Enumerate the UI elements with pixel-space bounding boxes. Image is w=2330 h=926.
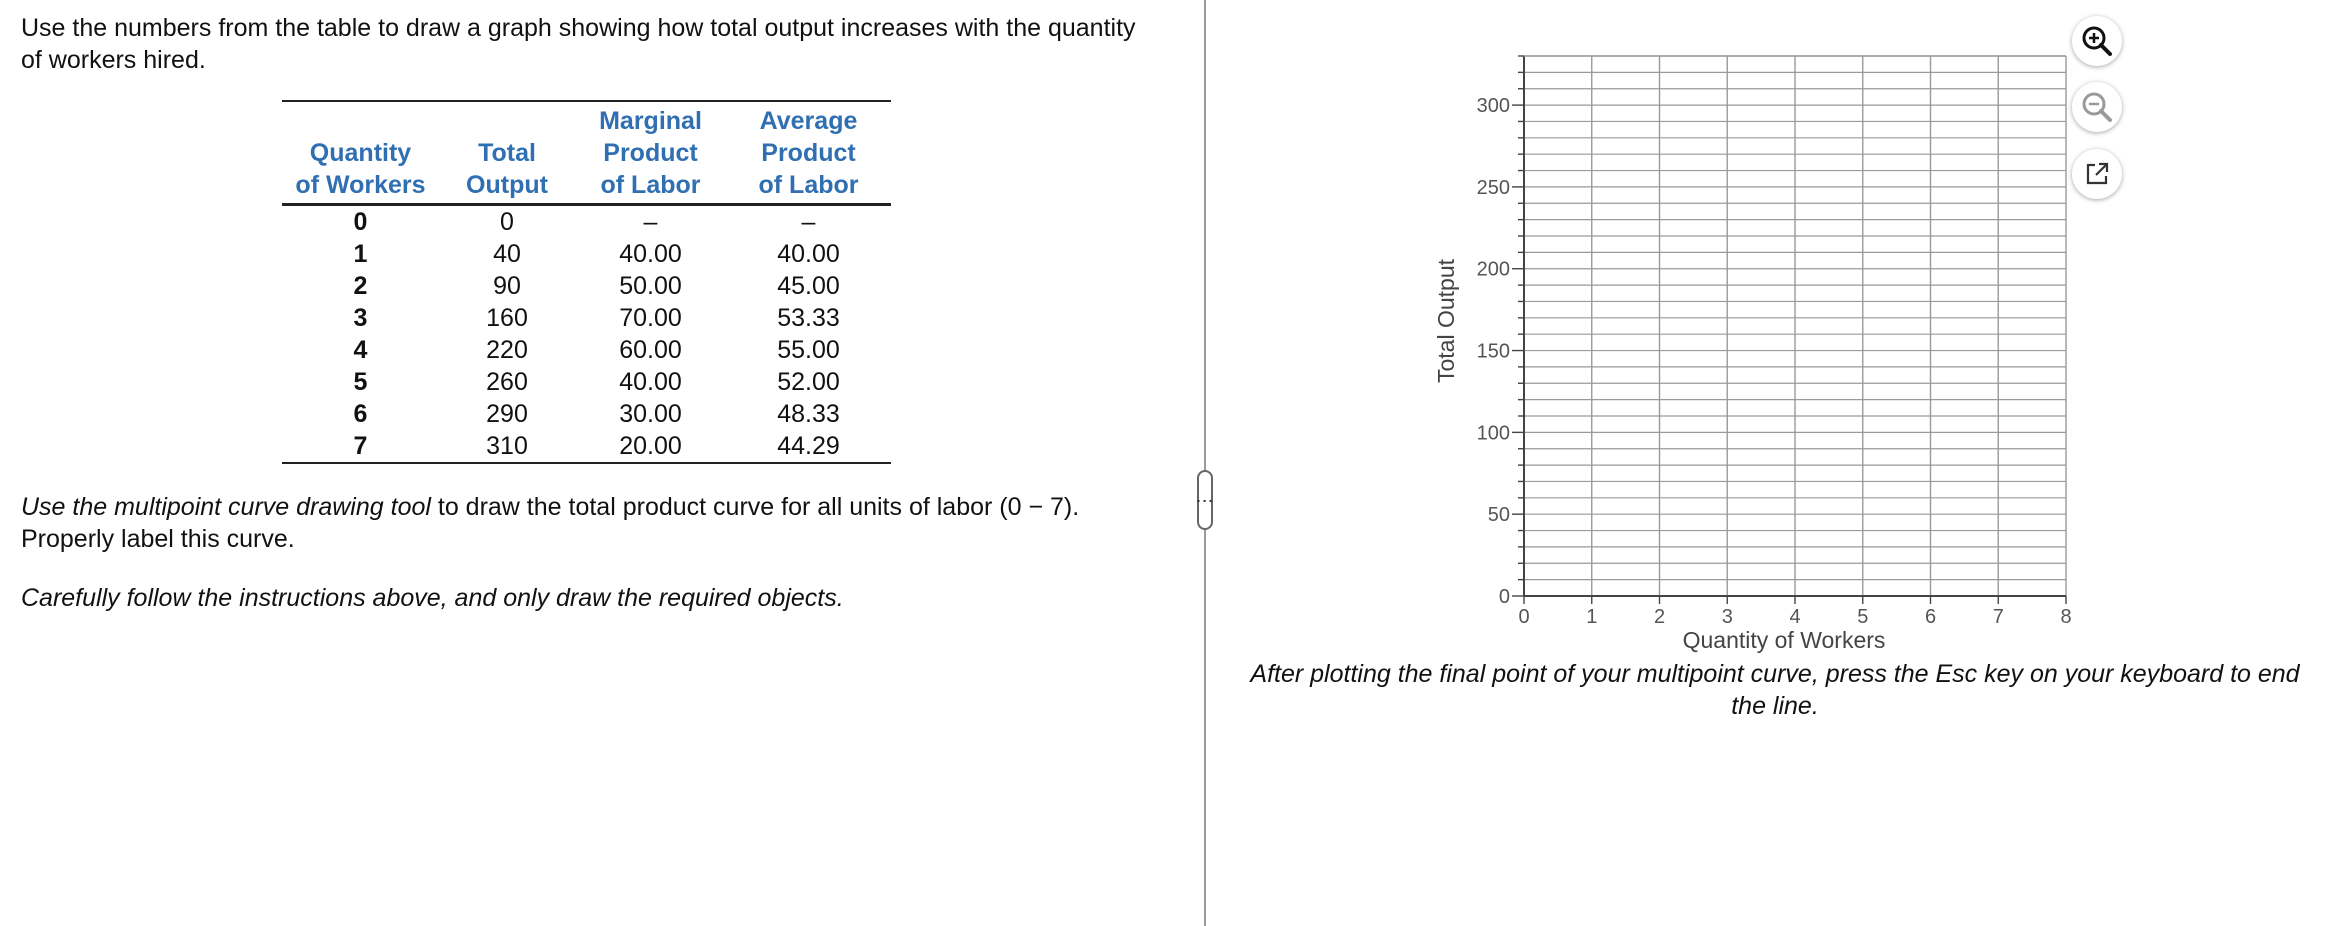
table-row xyxy=(282,238,891,270)
x-tick-label: 2 xyxy=(1653,606,1666,628)
x-tick-label: 4 xyxy=(1789,606,1801,628)
column-header-line: Average xyxy=(759,107,858,135)
table-cell: 220 xyxy=(486,336,528,364)
y-tick-label: 300 xyxy=(1476,95,1510,118)
table-cell: 60.00 xyxy=(619,336,682,364)
column-header-line: of Workers xyxy=(295,171,426,199)
table-cell: 1 xyxy=(353,240,368,268)
table-cell: 160 xyxy=(486,304,528,332)
table-cell: 7 xyxy=(282,430,439,463)
column-header-line: Product xyxy=(761,139,856,167)
x-tick-label: 6 xyxy=(1924,606,1937,628)
y-tick-label: 0 xyxy=(1498,586,1510,608)
panel-resize-handle[interactable] xyxy=(1197,470,1213,530)
table-cell: 40.00 xyxy=(619,368,682,396)
x-axis-label: Quantity of Workers xyxy=(1682,627,1886,653)
table-header-row xyxy=(282,101,891,205)
handle-dots-icon: ⋮ xyxy=(1195,492,1215,508)
table-cell: 48.33 xyxy=(777,400,840,428)
y-tick-label: 100 xyxy=(1476,422,1510,445)
table-cell: 260 xyxy=(486,368,528,396)
table-cell: 50.00 xyxy=(619,272,682,300)
total-product-graph[interactable] xyxy=(1400,40,2100,653)
column-header-line: Total xyxy=(478,139,536,167)
table-cell: 40.00 xyxy=(777,240,840,268)
x-tick-label: 8 xyxy=(2060,606,2072,628)
table-row xyxy=(282,398,891,430)
table-row xyxy=(282,205,891,239)
column-header-line: Product xyxy=(603,139,698,167)
table-body xyxy=(282,205,891,464)
table-cell: 4 xyxy=(353,336,368,364)
zoom-out-button[interactable] xyxy=(2072,82,2122,132)
popout-button[interactable] xyxy=(2072,149,2122,199)
instruction-careful: Carefully follow the instructions above, and only draw the required objects. xyxy=(21,584,844,612)
y-axis-label: Total Output xyxy=(1433,258,1459,384)
x-tick-label: 7 xyxy=(1992,606,2004,628)
table-cell: 0 xyxy=(500,208,514,236)
instruction-tool-name: Use the multipoint curve drawing tool xyxy=(21,493,431,521)
table-cell: 53.33 xyxy=(777,304,840,332)
x-axis-ticks xyxy=(1518,596,2071,628)
y-tick-label: 50 xyxy=(1487,504,1510,527)
y-axis-ticks xyxy=(1477,56,1524,608)
column-header-4 xyxy=(726,101,891,205)
column-header-3 xyxy=(575,101,726,205)
table-cell: 44.29 xyxy=(726,430,891,463)
table-cell: 3 xyxy=(353,304,368,332)
popout-icon xyxy=(2083,160,2111,188)
question-intro: Use the numbers from the table to draw a graph showing how total output increases with the quantity of workers hired. xyxy=(21,14,1136,74)
production-table xyxy=(282,100,891,464)
table-cell: 2 xyxy=(353,272,368,300)
column-header-line: Output xyxy=(466,171,548,199)
column-header-2 xyxy=(439,101,575,205)
table-cell: – xyxy=(801,208,816,236)
table-cell: 40.00 xyxy=(619,240,682,268)
table-cell: 290 xyxy=(486,400,528,428)
table-row xyxy=(282,430,891,463)
graph-major-grid xyxy=(1524,56,2066,596)
x-tick-label: 0 xyxy=(1518,606,1530,628)
table-cell: 30.00 xyxy=(619,400,682,428)
table-row xyxy=(282,366,891,398)
table-cell: 52.00 xyxy=(777,368,840,396)
table-cell: 45.00 xyxy=(777,272,840,300)
zoom-out-icon xyxy=(2080,90,2114,124)
column-header-line: of Labor xyxy=(600,171,701,199)
table-cell: 5 xyxy=(353,368,368,396)
x-tick-label: 1 xyxy=(1586,606,1598,628)
zoom-in-button[interactable] xyxy=(2072,16,2122,66)
x-tick-label: 3 xyxy=(1721,606,1733,628)
column-header-line: Marginal xyxy=(599,107,702,135)
column-header-line: of Labor xyxy=(758,171,859,199)
table-row xyxy=(282,302,891,334)
y-tick-label: 250 xyxy=(1476,176,1510,199)
table-row xyxy=(282,270,891,302)
table-cell: 0 xyxy=(353,208,368,236)
table-cell: 90 xyxy=(493,272,521,300)
table-cell: – xyxy=(643,208,658,236)
y-tick-label: 200 xyxy=(1476,258,1510,281)
table-cell: 20.00 xyxy=(575,430,726,463)
panel-divider[interactable] xyxy=(1204,0,1206,926)
table-row xyxy=(282,334,891,366)
y-tick-label: 150 xyxy=(1476,340,1510,363)
table-cell: 70.00 xyxy=(619,304,682,332)
esc-key-note: After plotting the final point of your multipoint curve, press the Esc key on your keyboard to end the line. xyxy=(1250,660,2300,720)
column-header-1 xyxy=(282,101,439,205)
zoom-in-icon xyxy=(2080,24,2114,58)
instruction-rest: to draw the total product curve for all units of labor (0 − 7). xyxy=(430,493,1080,521)
table-cell: 40 xyxy=(493,240,521,268)
instruction-text xyxy=(21,491,1181,555)
column-header-line: Quantity xyxy=(309,139,412,167)
table-cell: 310 xyxy=(439,430,575,463)
instruction-label-curve: Properly label this curve. xyxy=(21,525,295,553)
table-cell: 55.00 xyxy=(777,336,840,364)
table-cell: 6 xyxy=(353,400,368,428)
x-tick-label: 5 xyxy=(1857,606,1869,628)
